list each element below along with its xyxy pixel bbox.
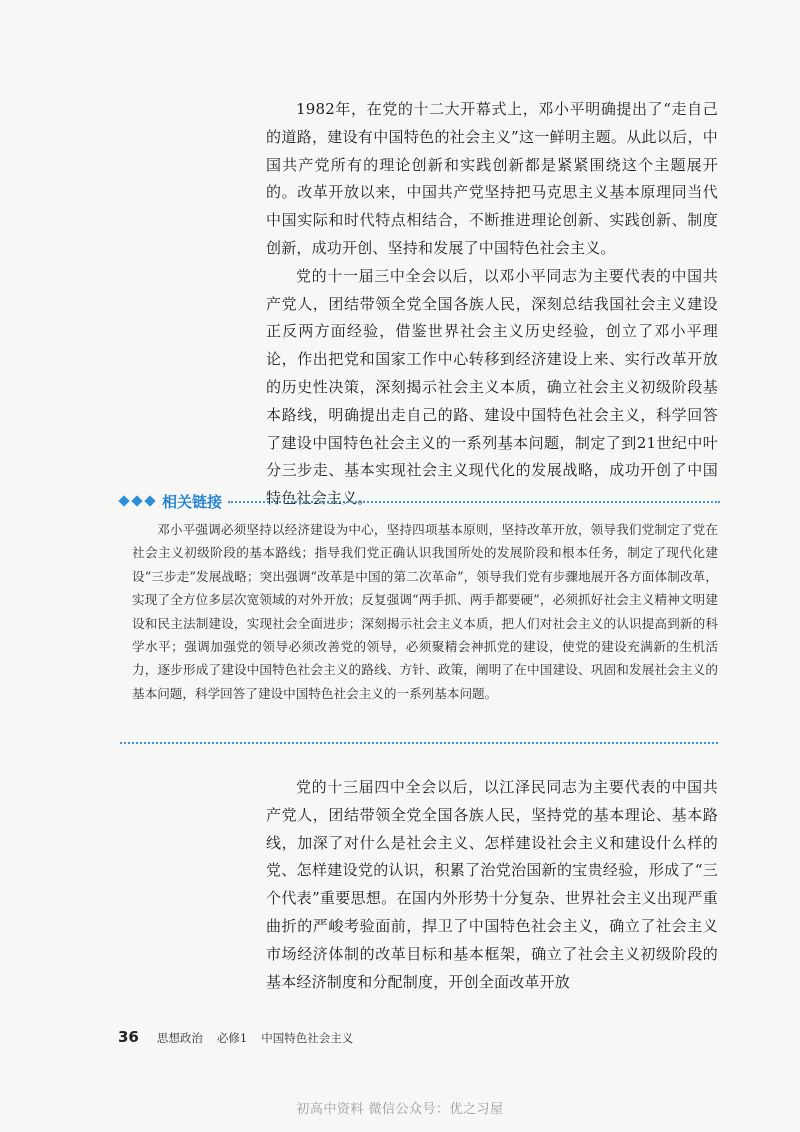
related-link-title: 相关链接 xyxy=(162,492,223,511)
related-link-text: 邓小平强调必须坚持以经济建设为中心，坚持四项基本原则，坚持改革开放，领导我们党制定了党在社会主义初级阶段的基本路线；指导我们党正确认识我国所处的发展阶段和根本任务，制定了现代化建设“三步走”发展战略；突出强调“改革是中国的第二次革命”，领导我们党有步骤地展开各方面体制改革，实现了全方位多层次宽领域的对外开放；反复强调“两手抓、两手都要硬”，必须抓好社会主义精神文明建设和民主法制建设，实现社会全面进步；深刻揭示社会主义本质，把人们对社会主义的认识提高到新的科学水平；强调加强党的领导必须改善党的领导，必须聚精会神抓党的建设，使党的建设充满新的生机活力，逐步形成了建设中国特色社会主义的路线、方针、政策，阐明了在中国建设、巩固和发展社会主义的基本问题，科学回答了建设中国特色社会主义的一系列基本问题。 xyxy=(132,522,718,701)
footer-volume: 必修1 xyxy=(216,1031,248,1045)
watermark-text: 初高中资料 微信公众号：优之习屋 xyxy=(296,1102,504,1117)
related-link-box xyxy=(120,490,720,705)
paragraph-1982: 1982年，在党的十二大开幕式上，邓小平明确提出了“走自己的道路，建设有中国特色的社会主义”这一鲜明主题。从此以后，中国共产党所有的理论创新和实践创新都是紧紧围绕这个主题展开的。改革开放以来，中国共产党坚持把马克思主义基本原理同当代中国实际和时代特点相结合，不断推进理论创新、实践创新、制度创新，成功开创、坚持和发展了中国特色社会主义。 xyxy=(266,100,718,257)
footer-book-title: 中国特色社会主义 xyxy=(261,1031,354,1045)
paragraph-third-plenum: 党的十一届三中全会以后，以邓小平同志为主要代表的中国共产党人，团结带领全党全国各族人民，深刻总结我国社会主义建设正反两方面经验，借鉴世界社会主义历史经验，创立了邓小平理论，作出把党和国家工作中心转移到经济建设上来、实行改革开放的历史性决策，深刻揭示社会主义本质，确立社会主义初级阶段基本路线，明确提出走自己的路、建设中国特色社会主义，科学回答了建设中国特色社会主义的一系列基本问题，制定了到21世纪中叶分三步走、基本实现社会主义现代化的发展战略，成功开创了中国特色社会主义。 xyxy=(266,266,718,508)
page-footer xyxy=(118,1028,353,1046)
main-text-top xyxy=(266,96,718,513)
footer-subject: 思想政治 xyxy=(156,1031,203,1045)
paragraph-fourth-plenum: 党的十三届四中全会以后，以江泽民同志为主要代表的中国共产党人，团结带领全党全国各族人民，坚持党的基本理论、基本路线，加深了对什么是社会主义、怎样建设社会主义和建设什么样的党、怎样建设党的认识，积累了治党治国新的宝贵经验，形成了“三个代表”重要思想。在国内外形势十分复杂、世界社会主义出现严重曲折的严峻考验面前，捍卫了中国特色社会主义，确立了社会主义市场经济体制的改革目标和基本框架，确立了社会主义初级阶段的基本经济制度和分配制度，开创全面改革开放 xyxy=(266,778,718,991)
diamond-bullets-icon xyxy=(120,497,154,505)
related-link-header xyxy=(120,490,720,512)
dotted-divider-bottom xyxy=(120,742,718,744)
dotted-divider-top xyxy=(228,501,720,503)
main-text-bottom xyxy=(266,774,718,996)
page-number: 36 xyxy=(118,1028,139,1046)
